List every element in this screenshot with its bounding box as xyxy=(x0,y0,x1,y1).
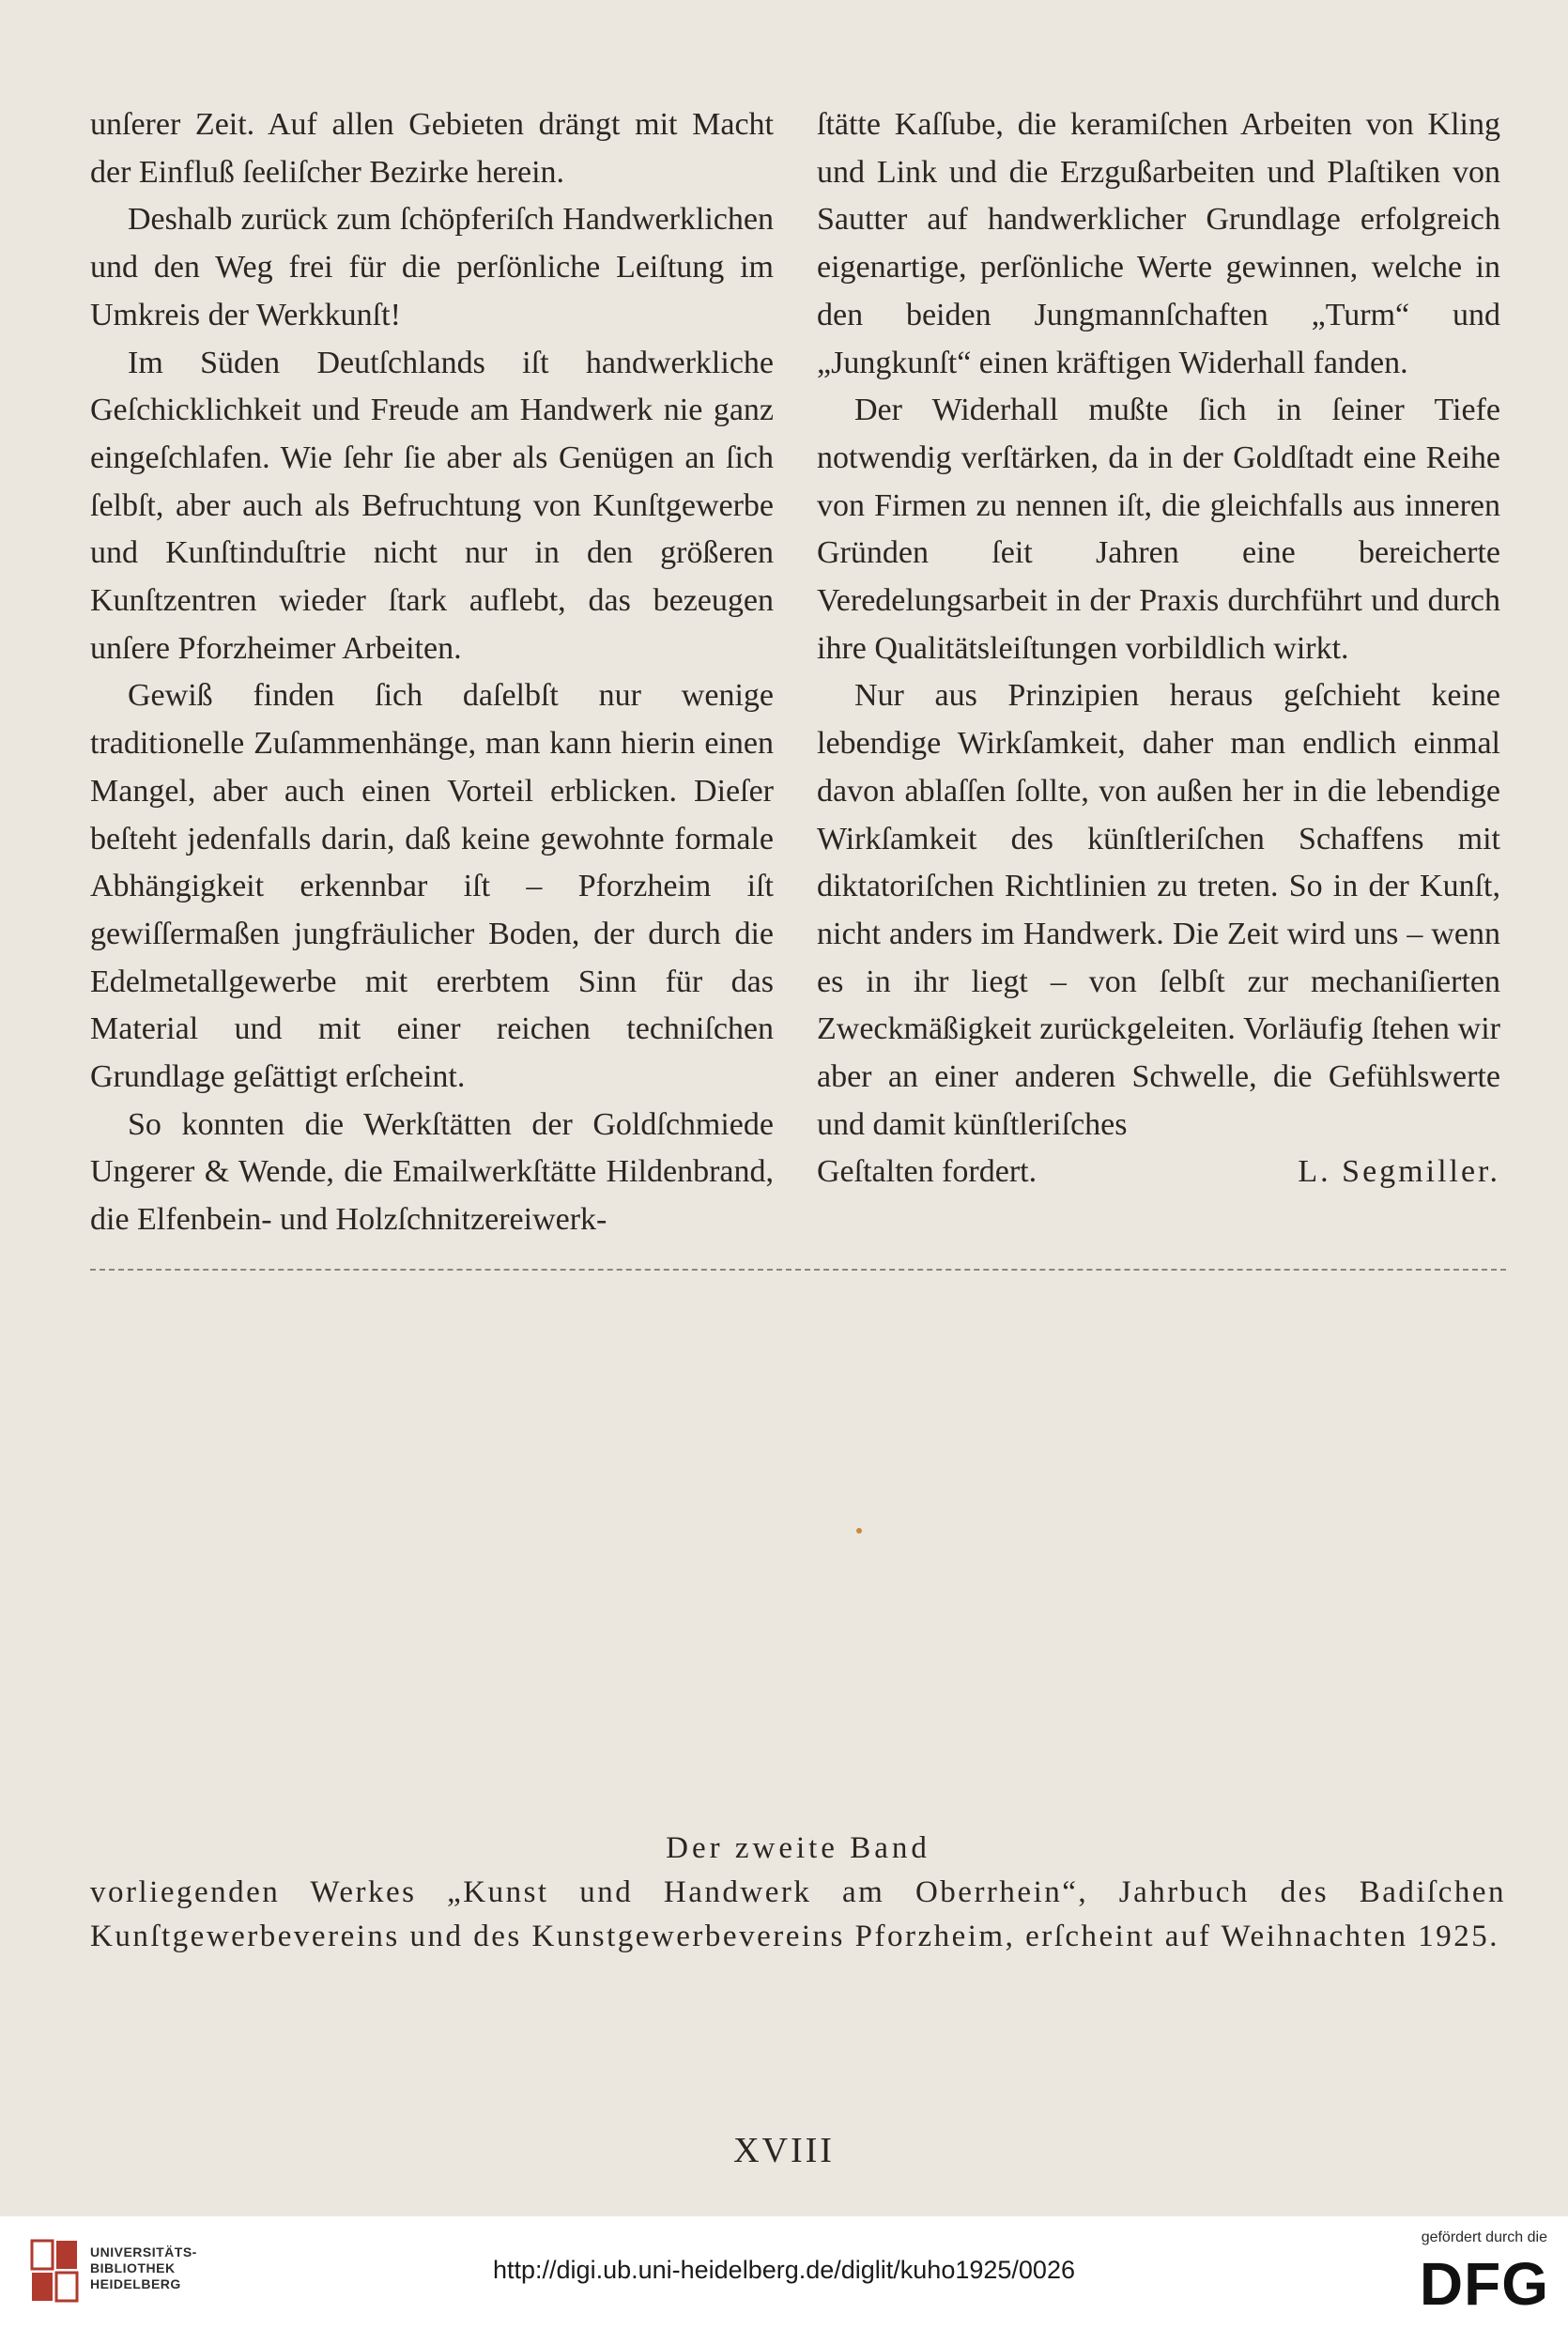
closing-text: Geſtalten fordert. xyxy=(817,1154,1038,1190)
paragraph: unſerer Zeit. Auf allen Gebieten drängt mit Macht der Einfluß ſeeliſcher Bezirke herein. xyxy=(90,107,774,190)
notice-heading: Der zweite Band xyxy=(666,1831,930,1865)
paper-speck xyxy=(856,1528,862,1534)
page-number: XVIII xyxy=(733,2131,835,2170)
left-text-column xyxy=(90,101,774,1244)
publication-notice xyxy=(90,1827,1506,1959)
paragraph: Deshalb zurück zum ſchöpferiſch Handwerklichen und den Weg frei für die perſönliche Leiſtung im Umkreis der Werkkunſt! xyxy=(90,202,774,332)
paragraph: Im Süden Deutſchlands iſt handwerkliche Geſchicklichkeit und Freude am Handwerk nie ganz eingeſchlafen. Wie ſehr ſie aber als Genügen an ſich ſelbſt, aber auch als Befruchtung von Kunſtgewerbe und Kunſtinduſtrie nicht nur in den größeren Kunſtzentren wieder ſtark auflebt, das bezeugen unſere Pforzheimer Arbeiten. xyxy=(90,345,774,666)
source-url-link[interactable]: http://digi.ub.uni-heidelberg.de/diglit/kuho1925/0026 xyxy=(493,2256,1075,2284)
footer-bar xyxy=(0,2216,1568,2329)
university-library-name: UNIVERSITÄTS- BIBLIOTHEK HEIDELBERG xyxy=(90,2244,197,2291)
paragraph: So konnten die Werkſtätten der Goldſchmiede Ungerer & Wende, die Emailwerkſtätte Hildenbrand, die Elfenbein- und Holzſchnitzereiwerk- xyxy=(90,1106,774,1238)
paragraph: Nur aus Prinzipien heraus geſchieht keine lebendige Wirkſamkeit, daher man endlich einmal davon ablaſſen ſollte, von außen her in die lebendige Wirkſamkeit des künſtleriſchen Schaffens mit diktatoriſchen Richtlinien zu treten. So in der Kunſt, nicht anders im Handwerk. Die Zeit wird uns – wenn es in ihr liegt – von ſelbſt zur mechaniſierten Zweckmäßigkeit zurückgeleiten. Vorläufig ſtehen wir aber an einer anderen Schwelle, die Gefühlswerte und damit künſtleriſches xyxy=(817,678,1500,1142)
paragraph: ſtätte Kaſſube, die keramiſchen Arbeiten von Kling und Link und die Erzgußarbeiten und Plaſtiken von Sautter auf handwerklicher Grundlage erfolgreich eigenartige, perſönliche Werte gewinnen, welche in den beiden Jungmannſchaften „Turm“ und „Jungkunſt“ einen kräftigen Widerhall fanden. xyxy=(817,107,1500,380)
dfg-logo-icon: DFG xyxy=(1419,2250,1549,2318)
paragraph: Gewiß finden ſich daſelbſt nur wenige traditionelle Zuſammenhänge, man kann hierin einen Mangel, aber auch einen Vorteil erblicken. Dieſer beſteht jedenfalls darin, daß keine gewohnte formale Abhängigkeit erkennbar iſt – Pforzheim iſt gewiſſermaßen jungfräulicher Boden, der durch die Edelmetallgewerbe mit ererbtem Sinn für das Material und mit einer reichen techniſchen Grundlage geſättigt erſcheint. xyxy=(90,678,774,1095)
closing-line xyxy=(817,1149,1500,1196)
author-signature: L. Segmiller. xyxy=(1298,1154,1500,1190)
sponsor-label: gefördert durch die xyxy=(1421,2229,1547,2245)
notice-line: vorliegenden Werkes „Kunst und Handwerk am Oberrhein“, Jahrbuch des Badiſchen xyxy=(90,1875,1506,1909)
right-text-column xyxy=(817,101,1500,1196)
section-divider xyxy=(90,1269,1506,1271)
notice-line: Kunſtgewerbevereins und des Kunstgewerbevereins Pforzheim, erſcheint auf Weihnachten 1925. xyxy=(90,1920,1499,1953)
paragraph: Der Widerhall mußte ſich in ſeiner Tiefe notwendig verſtärken, da in der Goldſtadt eine Reihe von Firmen zu nennen iſt, die gleichfalls aus inneren Gründen ſeit Jahren eine bereicherte Veredelungsarbeit in der Praxis durchführt und durch ihre Qualitätsleiſtungen vorbildlich wirkt. xyxy=(817,393,1500,666)
